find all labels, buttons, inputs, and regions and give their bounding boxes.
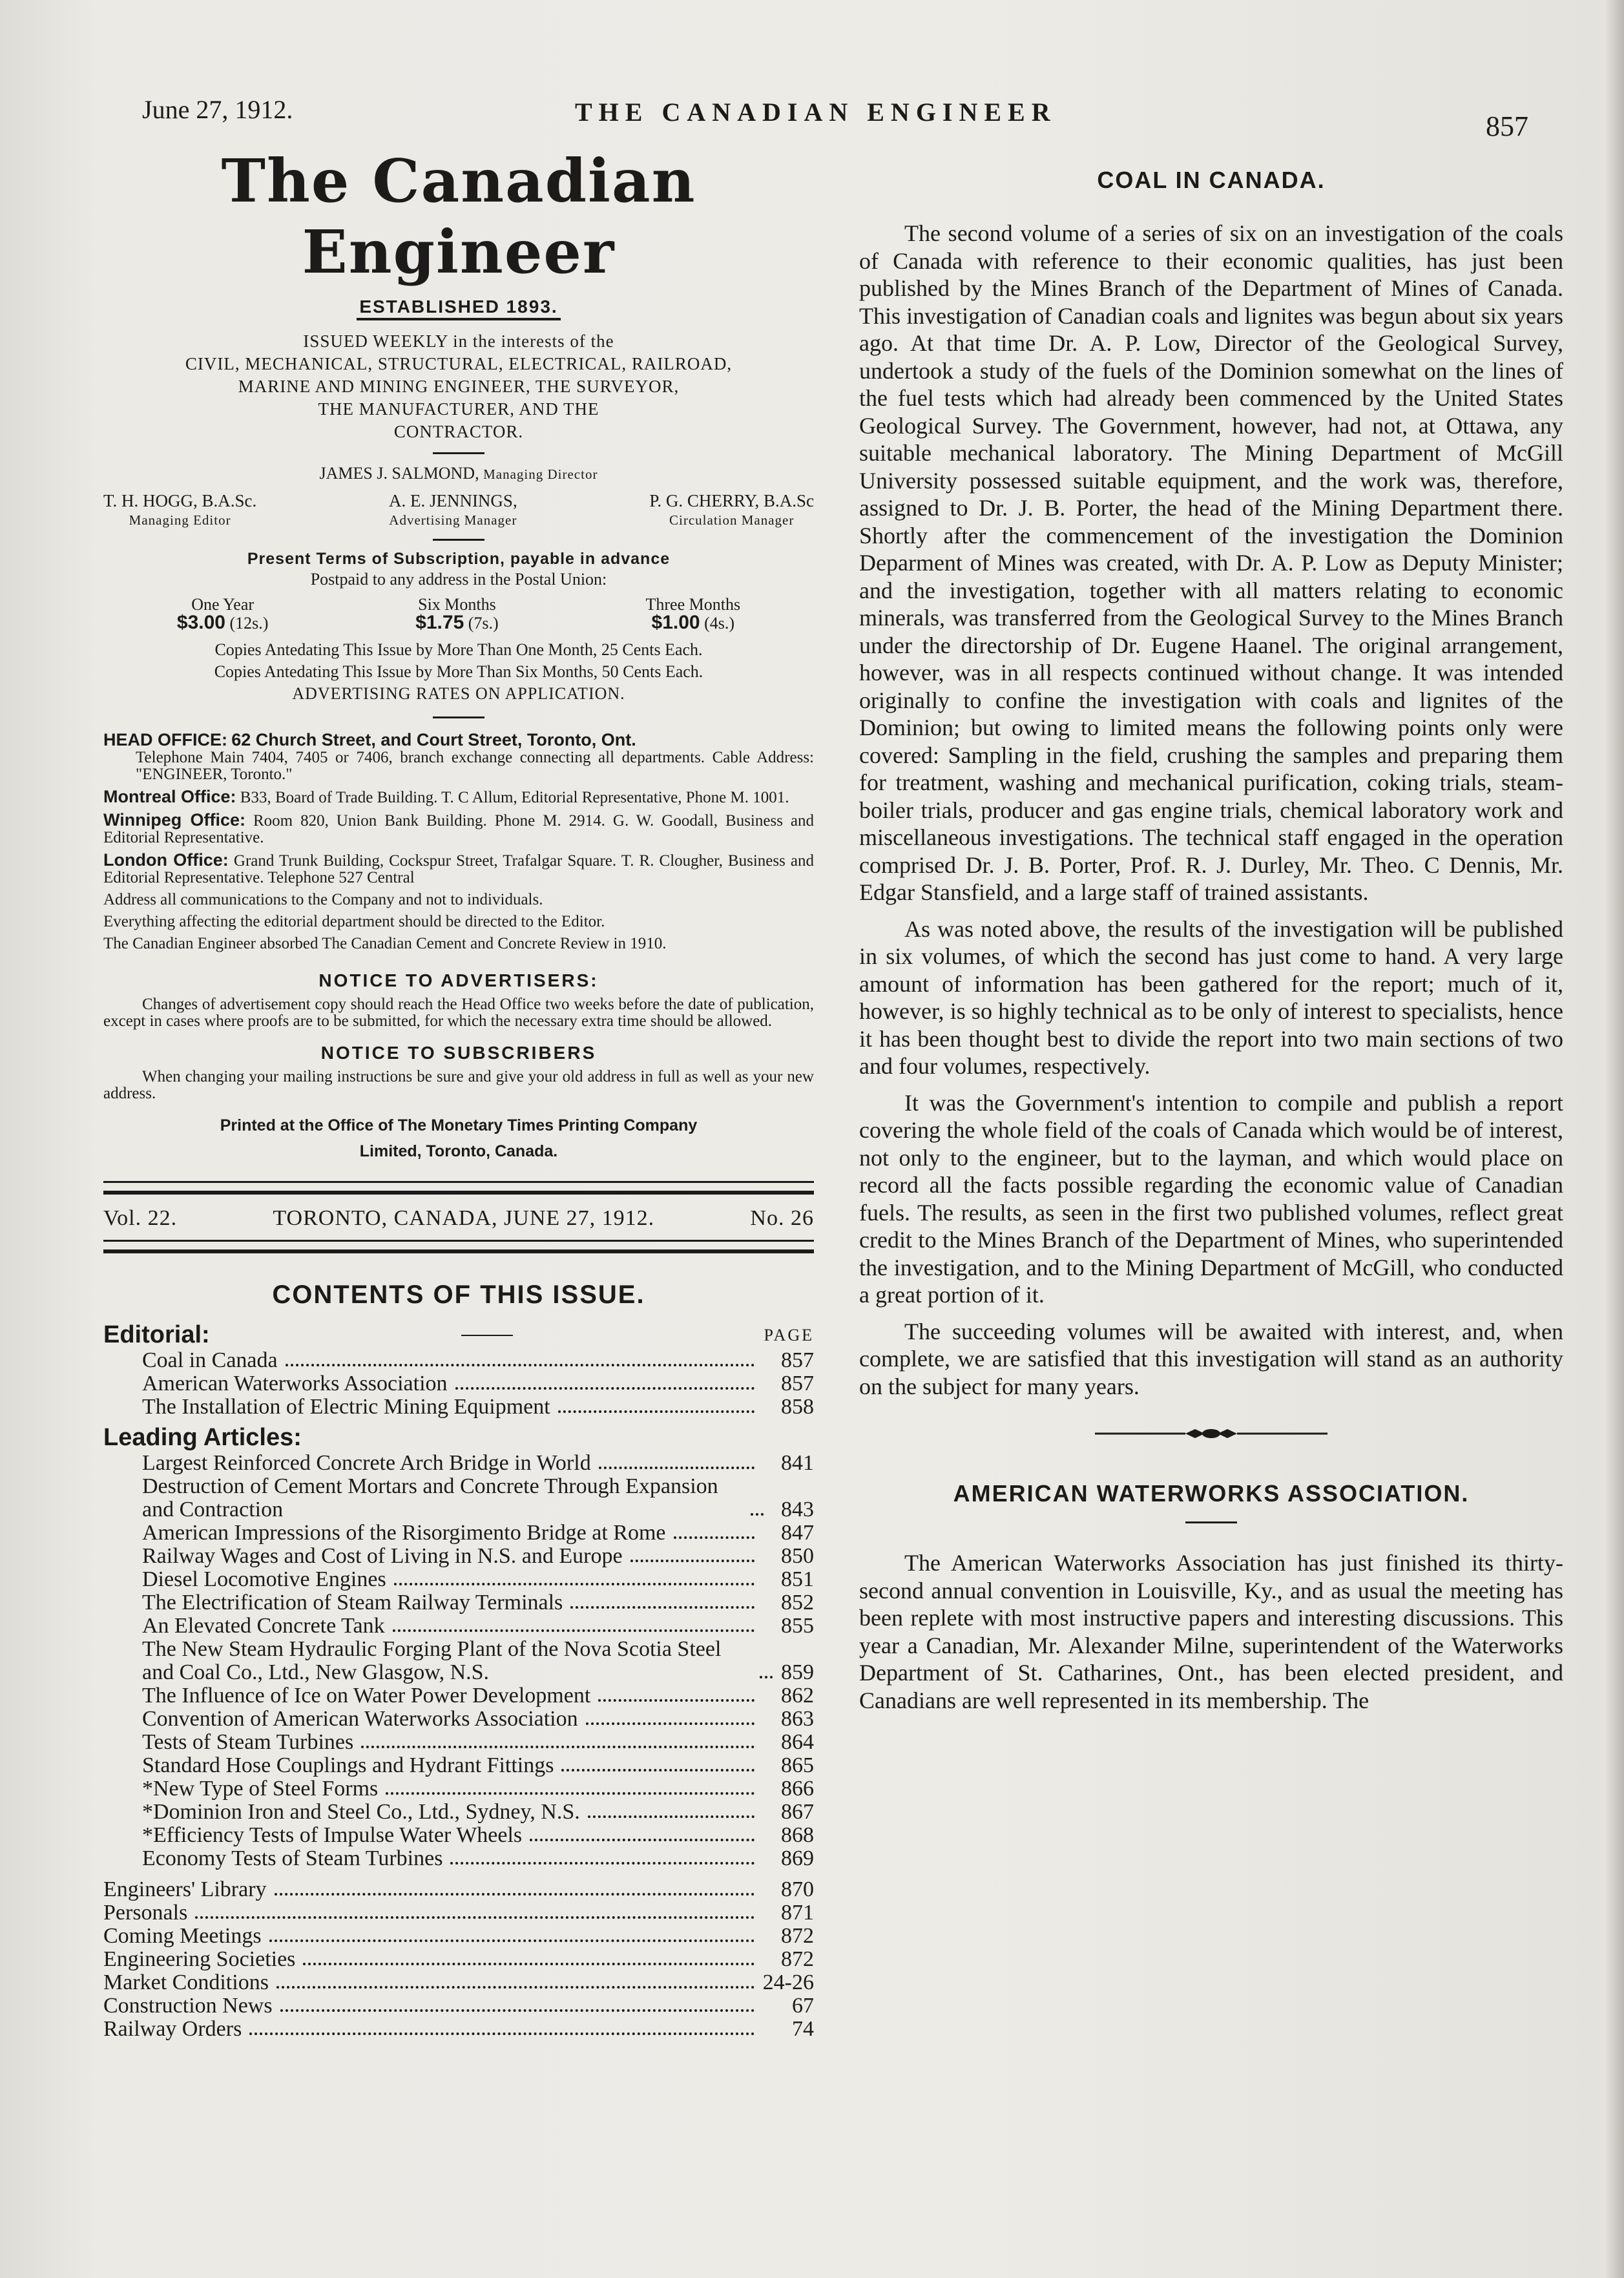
printer-imprint: Printed at the Office of The Monetary Times Printing Company Limited, Toronto, Canada. bbox=[220, 1116, 698, 1160]
issue-place-date: TORONTO, CANADA, JUNE 27, 1912. bbox=[273, 1206, 655, 1230]
dot-leader bbox=[561, 1769, 755, 1771]
running-header-date: June 27, 1912. bbox=[142, 95, 293, 124]
toc-entry bbox=[103, 1475, 814, 1521]
toc-entry bbox=[103, 1971, 814, 1994]
dot-leader bbox=[751, 1513, 764, 1516]
dot-leader bbox=[674, 1536, 755, 1539]
dot-leader bbox=[275, 1893, 755, 1896]
dot-leader bbox=[303, 1963, 755, 1965]
issue-number: No. 26 bbox=[750, 1206, 814, 1230]
leading-articles-list bbox=[103, 1452, 814, 1870]
subscription-prices bbox=[103, 596, 814, 632]
toc-entry-page: 843 bbox=[781, 1498, 814, 1521]
toc-entry-page: 855 bbox=[781, 1614, 814, 1638]
office-london: London Office: Grand Trunk Building, Cockspur Street, Trafalgar Square. T. R. Clougher, Business and Editorial Representative. Telephone 527 Central bbox=[103, 850, 815, 886]
toc-entry bbox=[103, 1708, 814, 1731]
toc-entry-page: 870 bbox=[781, 1877, 814, 1901]
notice-advertisers-text: Changes of advertisement copy should reach the Head Office two weeks before the date of publication, except in cases where proofs are to be submitted, for which the necessary extra time should be allowed. bbox=[103, 996, 814, 1030]
subscription-option: Three Months $1.00 (4s.) bbox=[645, 595, 741, 633]
dot-leader bbox=[586, 1722, 755, 1725]
managing-director: JAMES J. SALMOND, Managing Director bbox=[319, 464, 598, 483]
dot-leader bbox=[570, 1606, 755, 1609]
dot-leader bbox=[630, 1560, 755, 1562]
dot-leader bbox=[558, 1410, 755, 1413]
toc-entry bbox=[103, 1591, 814, 1614]
dot-leader bbox=[599, 1467, 755, 1469]
toc-entry bbox=[103, 1925, 814, 1948]
toc-entry-page: 871 bbox=[781, 1901, 814, 1925]
toc-entry bbox=[103, 1684, 814, 1708]
toc-entry-title: Destruction of Cement Mortars and Concrete Through Expansion and Contraction bbox=[142, 1474, 718, 1521]
page-column-label: PAGE bbox=[764, 1325, 814, 1344]
toc-entry bbox=[103, 1901, 814, 1925]
toc-entry-title: The Electrification of Steam Railway Terminals bbox=[142, 1591, 563, 1614]
dot-leader bbox=[386, 1792, 755, 1795]
volume: Vol. 22. bbox=[103, 1206, 178, 1230]
section-ornament bbox=[859, 1426, 1563, 1441]
toc-entry-title: American Waterworks Association bbox=[142, 1372, 448, 1395]
article-heading-waterworks: AMERICAN WATERWORKS ASSOCIATION. bbox=[953, 1480, 1470, 1507]
toc-entry-title: Engineering Societies bbox=[103, 1947, 296, 1971]
subscription-terms-heading: Present Terms of Subscription, payable in advance bbox=[247, 550, 671, 568]
toc-entry-page: 865 bbox=[781, 1753, 814, 1777]
dot-leader bbox=[249, 2032, 755, 2035]
toc-entry-title: Diesel Locomotive Engines bbox=[142, 1567, 386, 1591]
toc-entry-title: Railway Wages and Cost of Living in N.S. and Europe bbox=[142, 1544, 623, 1568]
toc-entry-title: Economy Tests of Steam Turbines bbox=[142, 1846, 443, 1870]
toc-entry bbox=[103, 1638, 814, 1684]
article-paragraph: The second volume of a series of six on an investigation of the coals of Canada with reference to their economic qualities, has just been published by the Mines Branch of the Department of Mines of Canada. This investigation of Canadian coals and lignites was begun about six years ago. At that time Dr. A. P. Low, Director of the Geological Survey, undertook a study of the fuels of the Dominion somewhat on the lines of the fuel tests which had already been commenced by the United States Geological Survey. The Government, however, had not, at Ottawa, any suitable mechanical laboratory. The Mining Department of McGill University possessed suitable equipment, and the work was, therefore, assigned to Dr. J. B. Porter, the head of the Mining Department there. Shortly after the commencement of the investigation the Dominion Deparment of Mines was created, with Dr. A. P. Low as Deputy Minister; and the investigation, together with all matters relating to economic minerals, was transferred from the Geological Survey to the Mines Branch under the directorship of Dr. Eugene Haanel. The original arrangement, however, was in all respects continued without change. It was intended originally to confine the investigation with coals and lignites of the Dominion; but owing to limited means the following points only were covered: Sampling in the field, crushing the samples and preparing them for treatment, washing and mechanical purification, coking trials, steam-boiler trials, producer and gas engine trials, chemical laboratory work and miscellaneous investigations. The technical staff engaged in the operation comprised Dr. J. B. Porter, Prof. R. J. Durley, Mr. Theo. C Dennis, Mr. Edgar Stansfield, and a large staff of trained assistants. bbox=[859, 220, 1563, 905]
divider bbox=[433, 452, 484, 454]
toc-entry bbox=[103, 1568, 814, 1591]
toc-entry-page: 866 bbox=[781, 1777, 814, 1801]
mission-line: ISSUED WEEKLY in the interests of the bbox=[303, 331, 614, 351]
toc-entry bbox=[103, 1754, 814, 1777]
dot-leader bbox=[393, 1629, 755, 1632]
running-header-journal: THE CANADIAN ENGINEER bbox=[575, 98, 1057, 127]
mission-line: MARINE AND MINING ENGINEER, THE SURVEYOR, bbox=[238, 377, 680, 396]
toc-entry bbox=[103, 1801, 814, 1824]
toc-entry-title: Personals bbox=[103, 1901, 188, 1925]
postpaid-note: Postpaid to any address in the Postal Union: bbox=[310, 570, 607, 589]
article-paragraph: It was the Government's intention to compile and publish a report covering the whole field of the coals of Canada which would be of interest, not only to the engineer, but to the layman, and which would place on record all the facts possible regarding the economic value of Canadian fuels. The results, as seen in the first two published volumes, reflect great credit to the Mines Branch of the Department of Mines, who superintended the investigation, and to the Mining Department of McGill, who conducted a great portion of it. bbox=[859, 1089, 1563, 1308]
editor-entry: P. G. CHERRY, B.A.Sc Circulation Manager bbox=[649, 491, 814, 528]
toc-entry-title: Convention of American Waterworks Association bbox=[142, 1707, 578, 1731]
editors-row bbox=[103, 491, 814, 530]
toc-entry-title: Engineers' Library bbox=[103, 1877, 267, 1901]
toc-entry-page: 851 bbox=[781, 1567, 814, 1591]
divider bbox=[433, 539, 484, 541]
editorial-section-header: Editorial: PAGE bbox=[103, 1321, 814, 1348]
established-line: ESTABLISHED 1893. bbox=[103, 297, 814, 317]
article-heading-coal: COAL IN CANADA. bbox=[1097, 167, 1326, 193]
toc-entry bbox=[103, 1372, 814, 1395]
address-note: Address all communications to the Company and not to individuals. bbox=[103, 891, 543, 908]
toc-entry-title: Coal in Canada bbox=[142, 1348, 278, 1372]
ornament-divider-icon bbox=[1095, 1426, 1327, 1441]
dot-leader bbox=[280, 2009, 755, 2012]
toc-entry-title: Railway Orders bbox=[103, 2017, 242, 2041]
dot-leader bbox=[450, 1862, 755, 1865]
back-copies-note: Copies Antedating This Issue by More Than Six Months, 50 Cents Each. bbox=[214, 662, 703, 681]
dot-leader bbox=[286, 1364, 755, 1366]
toc-entry-title: Coming Meetings bbox=[103, 1924, 262, 1948]
toc-entry-title: Tests of Steam Turbines bbox=[142, 1730, 354, 1754]
toc-entry-page: 872 bbox=[781, 1947, 814, 1971]
toc-entry-page: 862 bbox=[781, 1684, 814, 1708]
mission-statement bbox=[103, 330, 814, 443]
toc-entry-title: The New Steam Hydraulic Forging Plant of the Nova Scotia Steel and Coal Co., Ltd., New Glasgow, N.S. bbox=[142, 1637, 722, 1684]
toc-entry-title: The Influence of Ice on Water Power Development bbox=[142, 1684, 591, 1708]
mission-line: THE MANUFACTURER, AND THE bbox=[318, 399, 599, 419]
toc-entry bbox=[103, 1614, 814, 1638]
notice-subscribers-heading: NOTICE TO SUBSCRIBERS bbox=[320, 1043, 597, 1063]
toc-entry-page: 24-26 bbox=[762, 1970, 814, 1994]
toc-entry-title: Largest Reinforced Concrete Arch Bridge in World bbox=[142, 1451, 591, 1475]
toc-entry-page: 847 bbox=[781, 1521, 814, 1545]
dot-leader bbox=[195, 1916, 755, 1919]
toc-entry-page: 858 bbox=[781, 1395, 814, 1419]
double-rule bbox=[103, 1240, 814, 1253]
dot-leader bbox=[598, 1699, 755, 1702]
toc-entry-page: 864 bbox=[781, 1730, 814, 1754]
advertising-rates: ADVERTISING RATES ON APPLICATION. bbox=[292, 684, 625, 703]
leading-section-header: Leading Articles: bbox=[103, 1424, 302, 1451]
toc-entry-title: Standard Hose Couplings and Hydrant Fittings bbox=[142, 1753, 554, 1777]
office-winnipeg: Winnipeg Office: Room 820, Union Bank Building. Phone M. 2914. G. W. Goodall, Business and Editorial Representative. bbox=[103, 810, 815, 846]
contents-heading: CONTENTS OF THIS ISSUE. bbox=[272, 1280, 645, 1309]
toc-entry bbox=[103, 2018, 814, 2041]
toc-entry-title: *New Type of Steel Forms bbox=[142, 1777, 379, 1801]
toc-entry-page: 841 bbox=[781, 1451, 814, 1475]
toc-entry bbox=[103, 1731, 814, 1754]
toc-entry-title: *Efficiency Tests of Impulse Water Wheels bbox=[142, 1823, 523, 1847]
toc-entry-title: Market Conditions bbox=[103, 1970, 269, 1994]
notice-advertisers-heading: NOTICE TO ADVERTISERS: bbox=[318, 970, 599, 990]
toc-entry-page: 74 bbox=[792, 2017, 814, 2041]
toc-entry bbox=[103, 1777, 814, 1801]
office-head: HEAD OFFICE: 62 Church Street, and Court Street, Toronto, Ont. Telephone Main 7404, 7405 or 7406, branch exchange connecting all departments. Cable Address: "ENGINEER, Toronto." bbox=[103, 730, 814, 783]
double-rule bbox=[103, 1181, 814, 1195]
issue-line bbox=[103, 1195, 814, 1240]
editorial-note: Everything affecting the editorial department should be directed to the Editor. bbox=[103, 913, 605, 930]
toc-entry-title: American Impressions of the Risorgimento Bridge at Rome bbox=[142, 1521, 666, 1545]
toc-entry bbox=[103, 1994, 814, 2018]
divider bbox=[1185, 1521, 1237, 1523]
toc-entry-page: 868 bbox=[781, 1823, 814, 1847]
toc-entry-page: 850 bbox=[781, 1544, 814, 1568]
dot-leader bbox=[269, 1939, 755, 1942]
toc-entry-page: 863 bbox=[781, 1707, 814, 1731]
toc-entry-page: 872 bbox=[781, 1924, 814, 1948]
dot-leader bbox=[530, 1839, 755, 1841]
articles-column bbox=[859, 167, 1563, 1723]
toc-entry-title: An Elevated Concrete Tank bbox=[142, 1614, 385, 1638]
editorial-list bbox=[103, 1349, 814, 1419]
toc-entry-page: 857 bbox=[781, 1372, 814, 1395]
dot-leader bbox=[276, 1986, 755, 1989]
mission-line: CONTRACTOR. bbox=[393, 422, 524, 441]
absorbed-note: The Canadian Engineer absorbed The Canadian Cement and Concrete Review in 1910. bbox=[103, 935, 667, 952]
toc-entry bbox=[103, 1349, 814, 1372]
page-number: 857 bbox=[1486, 110, 1528, 142]
article-paragraph: The American Waterworks Association has just finished its thirty-second annual convention in Louisville, Ky., and as usual the meeting has been replete with most instructive papers and interesting discussions. This year a Canadian, Mr. Alexander Milne, superintendent of the Waterworks Department of St. Catharines, Ont., has been elected president, and Canadians are well represented in its membership. The bbox=[859, 1550, 1563, 1713]
dot-leader bbox=[588, 1815, 755, 1818]
dot-leader bbox=[394, 1583, 755, 1585]
article-paragraph: The succeeding volumes will be awaited with interest, and, when complete, we are satisfied that this investigation will stand as an authority on the subject for many years. bbox=[859, 1318, 1563, 1399]
subscription-option: One Year $3.00 (12s.) bbox=[176, 595, 269, 633]
toc-entry bbox=[103, 1395, 814, 1419]
toc-entry-page: 852 bbox=[781, 1591, 814, 1614]
article-paragraph: As was noted above, the results of the investigation will be published in six volumes, of which the second has just come to hand. A very large amount of information has been gathered for the report; much of it, however, is so highly technical as to be only of interest to specialists, hence it has been thought best to divide the report into two main sections of two and four volumes, respectively. bbox=[859, 915, 1563, 1079]
divider bbox=[433, 716, 484, 718]
toc-entry bbox=[103, 1824, 814, 1847]
dot-leader bbox=[760, 1676, 773, 1678]
toc-entry-title: The Installation of Electric Mining Equipment bbox=[142, 1395, 550, 1419]
office-montreal: Montreal Office: B33, Board of Trade Building. T. C Allum, Editorial Representative, Phone M. 1001. bbox=[103, 787, 789, 806]
departments-list bbox=[103, 1878, 814, 2041]
toc-entry-page: 859 bbox=[781, 1660, 814, 1684]
masthead-column bbox=[103, 145, 814, 2041]
masthead-title: The Canadian Engineer bbox=[221, 146, 696, 287]
toc-entry-page: 857 bbox=[781, 1348, 814, 1372]
toc-entry-page: 869 bbox=[781, 1846, 814, 1870]
notice-subscribers-text: When changing your mailing instructions be sure and give your old address in full as well as your new address. bbox=[103, 1068, 814, 1102]
toc-entry bbox=[103, 1878, 814, 1901]
toc-entry bbox=[103, 1521, 814, 1545]
toc-entry-page: 67 bbox=[792, 1994, 814, 2018]
toc-entry bbox=[103, 1545, 814, 1568]
toc-entry-page: 867 bbox=[781, 1800, 814, 1824]
back-copies-note: Copies Antedating This Issue by More Than One Month, 25 Cents Each. bbox=[214, 640, 703, 659]
editor-entry: A. E. JENNINGS, Advertising Manager bbox=[388, 491, 517, 528]
toc-entry bbox=[103, 1948, 814, 1971]
mission-line: CIVIL, MECHANICAL, STRUCTURAL, ELECTRICAL, RAILROAD, bbox=[185, 354, 733, 373]
toc-entry-title: *Dominion Iron and Steel Co., Ltd., Sydney, N.S. bbox=[142, 1800, 580, 1824]
dot-leader bbox=[361, 1746, 755, 1748]
page-edge-shadow bbox=[1605, 0, 1624, 2278]
toc-entry bbox=[103, 1847, 814, 1870]
subscription-option: Six Months $1.75 (7s.) bbox=[415, 595, 499, 633]
editor-entry: T. H. HOGG, B.A.Sc. Managing Editor bbox=[103, 491, 257, 528]
dot-leader bbox=[455, 1387, 755, 1390]
toc-entry bbox=[103, 1452, 814, 1475]
toc-entry-title: Construction News bbox=[103, 1994, 273, 2018]
